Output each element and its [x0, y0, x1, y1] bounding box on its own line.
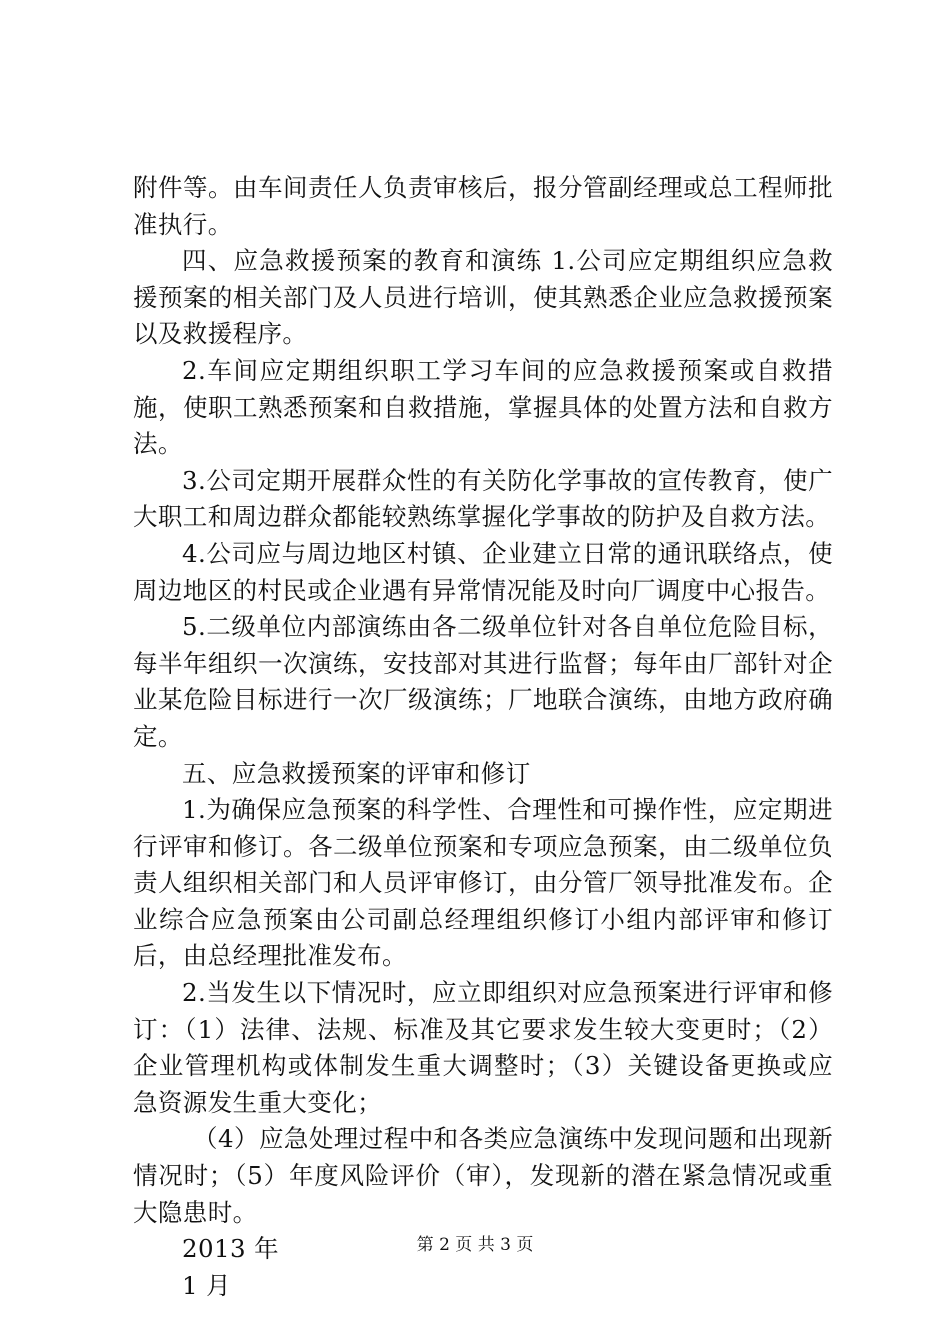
- paragraph-review-conditions: （4）应急处理过程中和各类应急演练中发现问题和出现新情况时；（5）年度风险评价（审），发现新的潜在紧急情况或重大隐患时。: [133, 1124, 833, 1227]
- paragraph-section-four: 四、应急救援预案的教育和演练 1.公司应定期组织应急救援预案的相关部门及人员进行培训，使其熟悉企业应急救援预案以及救援程序。: [133, 246, 833, 349]
- paragraph-item-4: 4.公司应与周边地区村镇、企业建立日常的通讯联络点，使周边地区的村民或企业遇有异常情况能及时向厂调度中心报告。: [133, 538, 833, 605]
- paragraph-item-2: 2.车间应定期组织职工学习车间的应急救援预案或自救措施，使职工熟悉预案和自救措施，掌握具体的处置方法和自救方法。: [133, 355, 833, 459]
- paragraph-continuation: 附件等。由车间责任人负责审核后，报分管副经理或总工程师批准执行。: [133, 173, 833, 239]
- page-footer: 第 2 页 共 3 页: [416, 1235, 534, 1255]
- paragraph-item-3: 3.公司定期开展群众性的有关防化学事故的宣传教育，使广大职工和周边群众都能较熟练掌握化学事故的防护及自救方法。: [133, 465, 833, 532]
- date-month: 1 月: [182, 1270, 232, 1300]
- date-year: 2013 年: [182, 1234, 280, 1264]
- paragraph-review-item-1: 1.为确保应急预案的科学性、合理性和可操作性，应定期进行评审和修订。各二级单位预案和专项应急预案，由二级单位负责人组织相关部门和人员评审修订，由分管厂领导批准发布。企业综合应急预案由公司副总经理组织修订小组内部评审和修订后，由总经理批准发布。: [133, 795, 833, 971]
- paragraph-item-5: 5.二级单位内部演练由各二级单位针对各自单位危险目标，每半年组织一次演练，安技部对其进行监督；每年由厂部针对企业某危险目标进行一次厂级演练；厂地联合演练，由地方政府确定。: [133, 612, 833, 751]
- section-heading-five: 五、应急救援预案的评审和修订: [182, 758, 531, 788]
- document-body: [133, 170, 833, 1304]
- paragraph-review-item-2: 2.当发生以下情况时，应立即组织对应急预案进行评审和修订：（1）法律、法规、标准及其它要求发生较大变更时；（2）企业管理机构或体制发生重大调整时；（3）关键设备更换或应急资源发生重大变化；: [133, 978, 833, 1117]
